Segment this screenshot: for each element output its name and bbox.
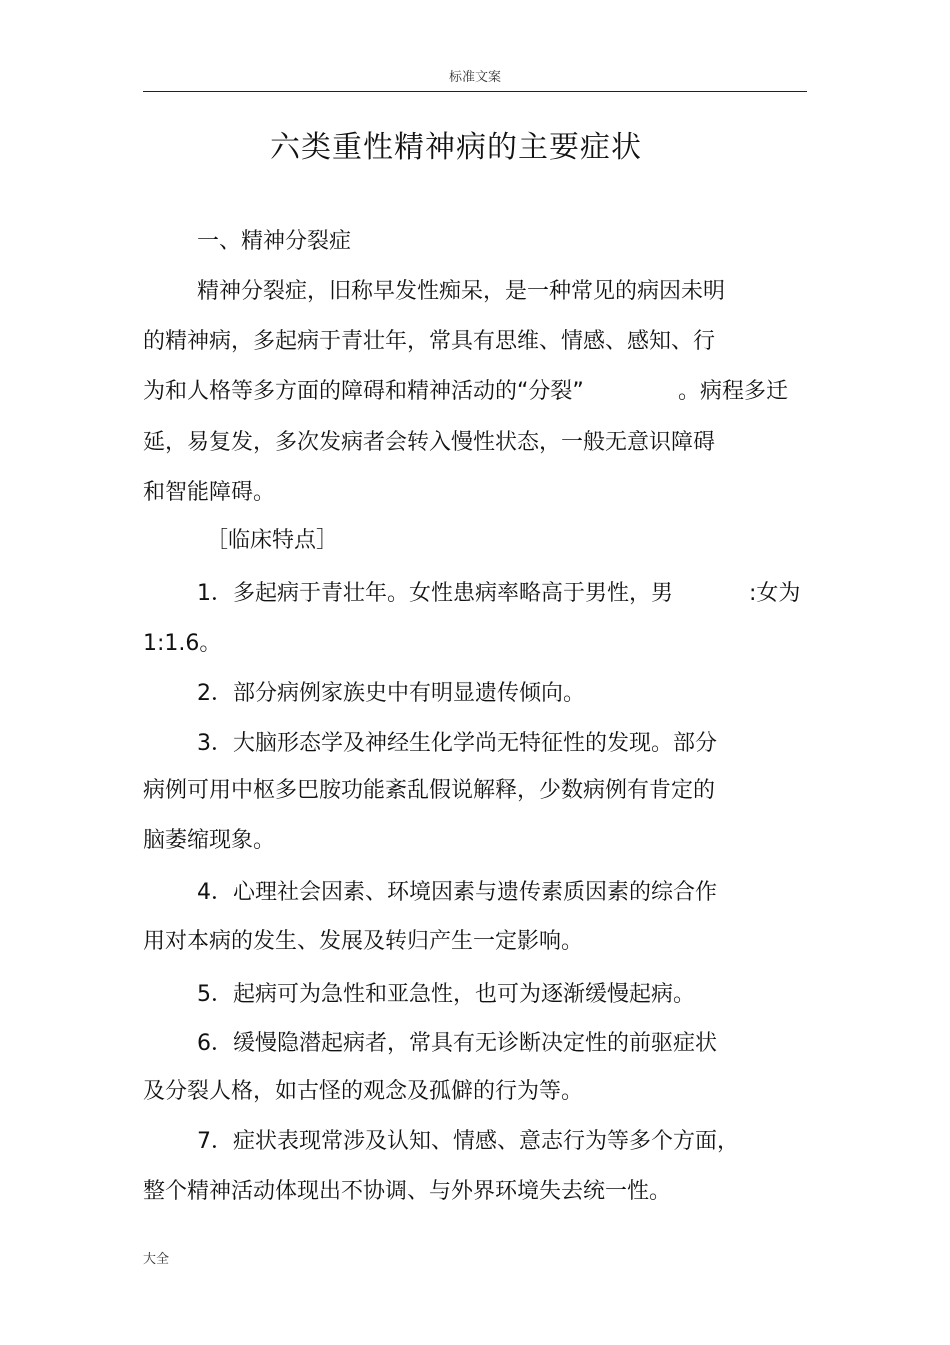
section-heading: 一、精神分裂症: [197, 229, 352, 254]
list-item: 7．症状表现常涉及认知、情感、意志行为等多个方面，: [197, 1129, 739, 1154]
list-item: 用对本病的发生、发展及转归产生一定影响。: [143, 929, 584, 954]
paragraph-line: 和智能障碍。: [143, 480, 276, 505]
document-title: 六类重性精神病的主要症状: [270, 130, 642, 165]
list-item: 及分裂人格，如古怪的观念及孤僻的行为等。: [143, 1079, 584, 1104]
subheading: ［临床特点］: [206, 528, 339, 553]
list-item: 整个精神活动体现出不协调、与外界环境失去统一性。: [143, 1179, 672, 1204]
list-item: 6．缓慢隐潜起病者，常具有无诊断决定性的前驱症状: [197, 1031, 717, 1056]
list-item: 1．多起病于青壮年。女性患病率略高于男性，男: [197, 581, 673, 606]
paragraph-line: 的精神病，多起病于青壮年，常具有思维、情感、感知、行: [143, 329, 716, 354]
list-item: :女为: [749, 581, 801, 606]
page-header: 标准文案: [448, 70, 501, 85]
paragraph-line: 精神分裂症，旧称早发性痴呆，是一种常见的病因未明: [197, 279, 726, 304]
list-item: 1:1.6。: [143, 631, 222, 656]
paragraph-line: 为和人格等多方面的障碍和精神活动的“分裂”: [143, 379, 584, 404]
list-item: 2．部分病例家族史中有明显遗传倾向。: [197, 681, 585, 706]
list-item: 脑萎缩现象。: [143, 828, 276, 853]
list-item: 4．心理社会因素、环境因素与遗传素质因素的综合作: [197, 880, 717, 905]
header-divider: [143, 91, 807, 92]
list-item: 3．大脑形态学及神经生化学尚无特征性的发现。部分: [197, 731, 717, 756]
list-item: 病例可用中枢多巴胺功能紊乱假说解释，少数病例有肯定的: [143, 778, 716, 803]
paragraph-line: 延，易复发，多次发病者会转入慢性状态，一般无意识障碍: [143, 430, 716, 455]
page-footer: 大全: [143, 1252, 170, 1267]
paragraph-line: 。病程多迁: [678, 379, 789, 404]
list-item: 5．起病可为急性和亚急性，也可为逐渐缓慢起病。: [197, 982, 695, 1007]
